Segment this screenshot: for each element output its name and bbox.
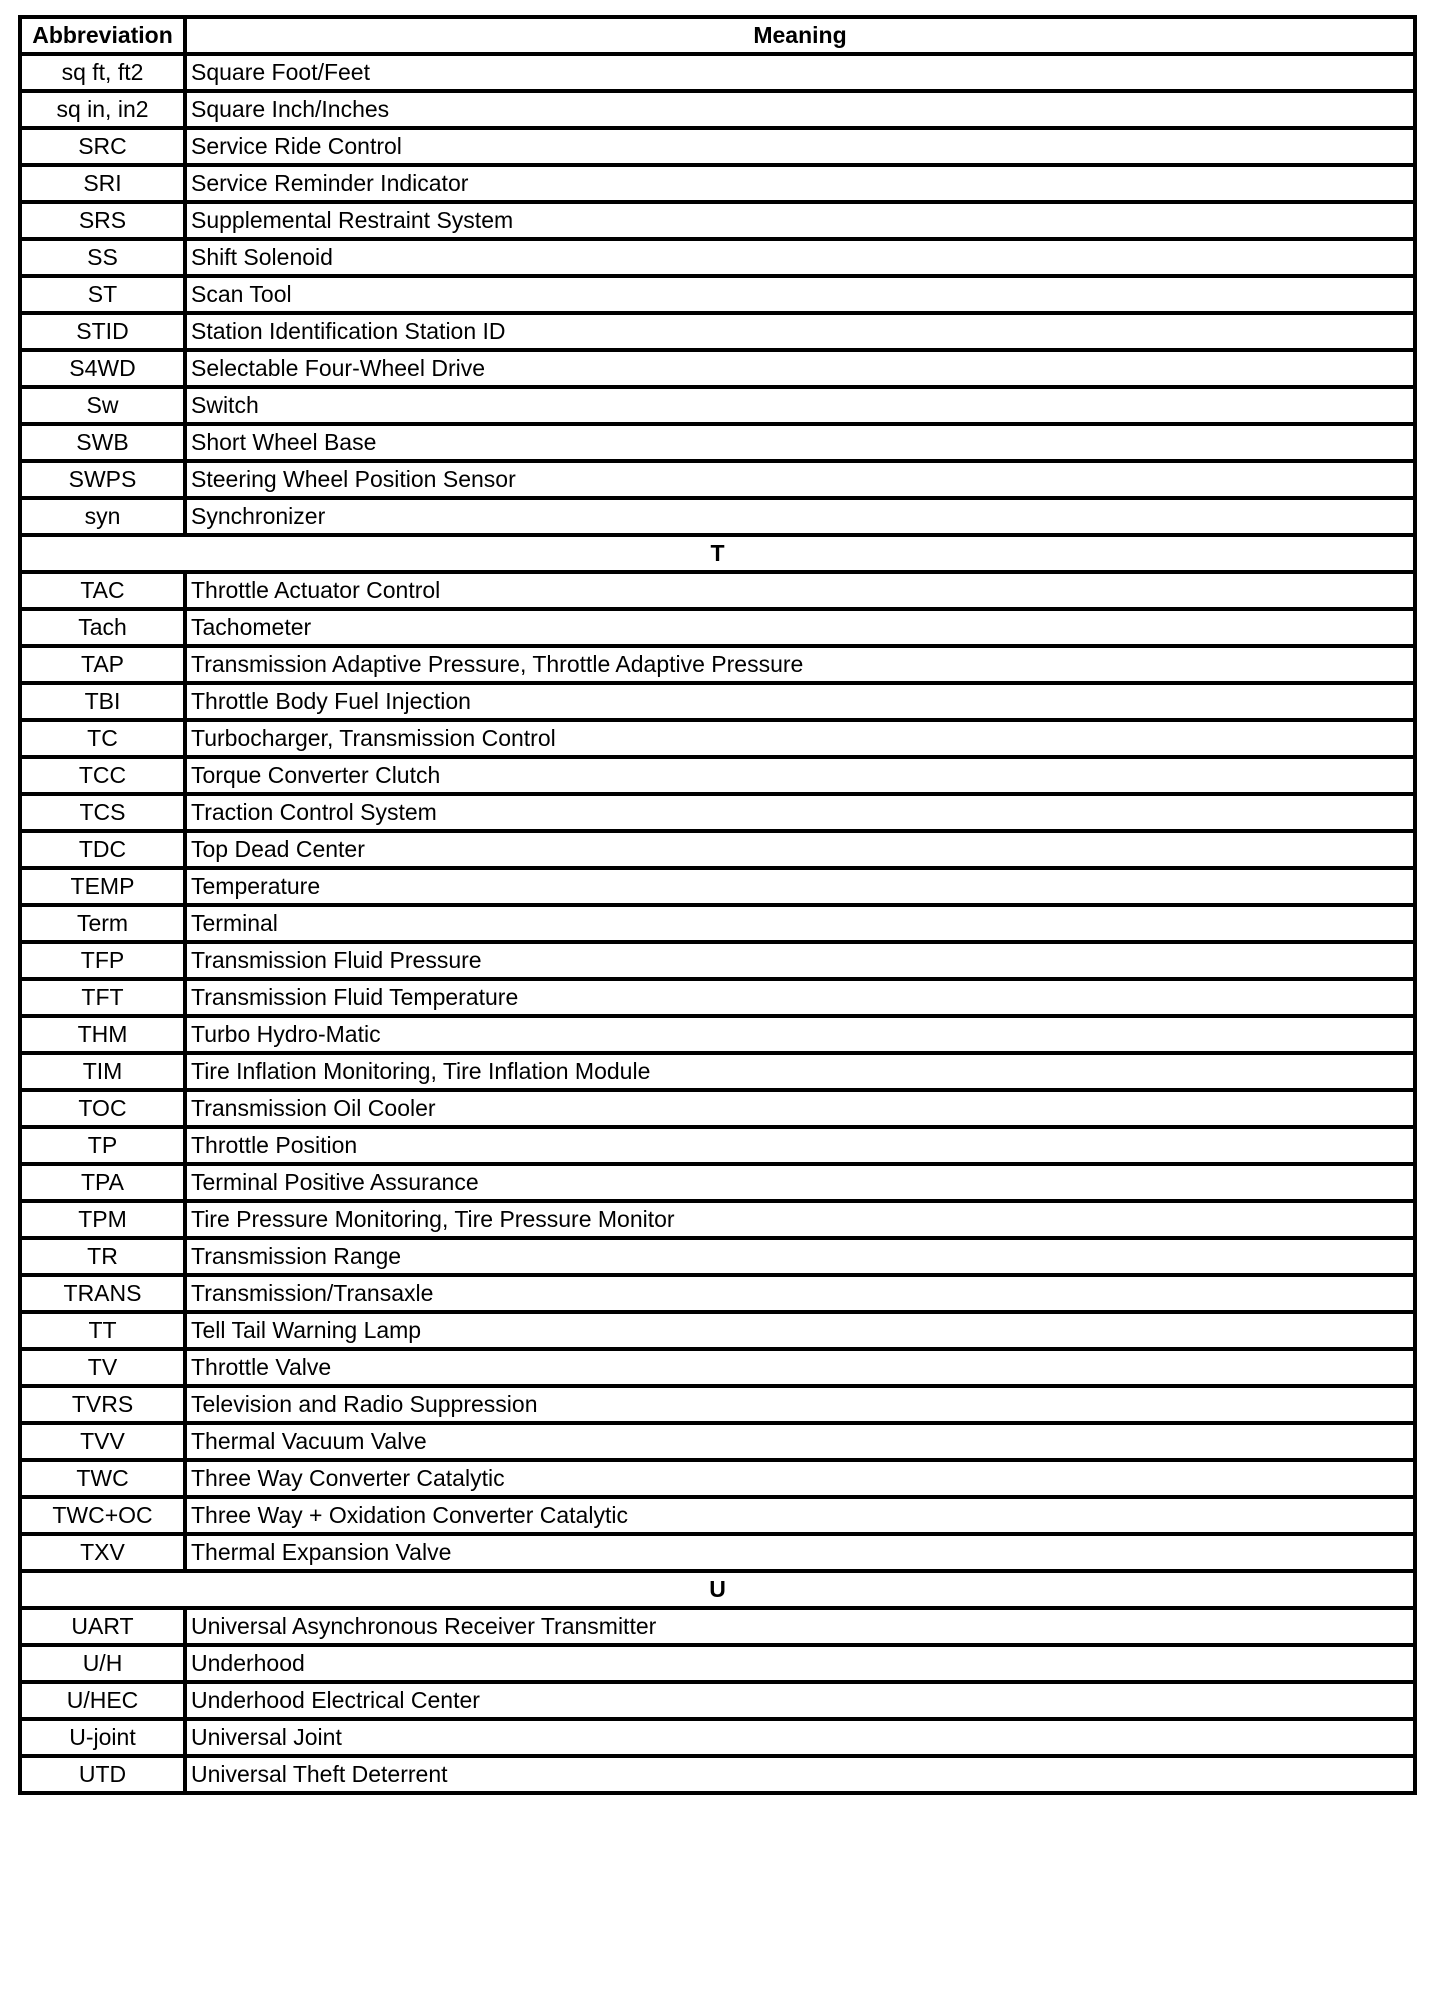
table-row (20, 202, 1415, 239)
table-row (20, 387, 1415, 424)
table-row (20, 942, 1415, 979)
meaning-cell: Throttle Actuator Control (185, 572, 1415, 609)
meaning-cell: Selectable Four-Wheel Drive (185, 350, 1415, 387)
section-row (20, 535, 1415, 572)
table-row (20, 1201, 1415, 1238)
abbreviation-cell: SRI (20, 165, 185, 202)
meaning-cell: Temperature (185, 868, 1415, 905)
table-row (20, 1016, 1415, 1053)
meaning-cell: Square Inch/Inches (185, 91, 1415, 128)
abbreviation-cell: UART (20, 1608, 185, 1645)
table-row (20, 1275, 1415, 1312)
table-row (20, 1312, 1415, 1349)
meaning-cell: Scan Tool (185, 276, 1415, 313)
abbreviation-cell: SS (20, 239, 185, 276)
table-row (20, 757, 1415, 794)
abbreviation-cell: TBI (20, 683, 185, 720)
meaning-cell: Transmission Fluid Pressure (185, 942, 1415, 979)
section-heading: U (20, 1571, 1415, 1608)
abbreviation-cell: TFP (20, 942, 185, 979)
meaning-cell: Station Identification Station ID (185, 313, 1415, 350)
abbreviation-cell: TIM (20, 1053, 185, 1090)
meaning-cell: Switch (185, 387, 1415, 424)
table-row (20, 1053, 1415, 1090)
abbreviation-cell: TAC (20, 572, 185, 609)
meaning-cell: Shift Solenoid (185, 239, 1415, 276)
abbreviation-cell: TCC (20, 757, 185, 794)
meaning-cell: Tell Tail Warning Lamp (185, 1312, 1415, 1349)
abbreviation-cell: TVV (20, 1423, 185, 1460)
meaning-cell: Tire Inflation Monitoring, Tire Inflation Module (185, 1053, 1415, 1090)
abbreviation-cell: SWPS (20, 461, 185, 498)
abbreviation-cell: TV (20, 1349, 185, 1386)
header-row (20, 17, 1415, 54)
abbreviation-table (18, 15, 1417, 1795)
meaning-cell: Thermal Expansion Valve (185, 1534, 1415, 1571)
abbreviation-cell: UTD (20, 1756, 185, 1793)
table-row (20, 1608, 1415, 1645)
meaning-cell: Transmission Adaptive Pressure, Throttle Adaptive Pressure (185, 646, 1415, 683)
table-row (20, 1164, 1415, 1201)
table-row (20, 1645, 1415, 1682)
abbreviation-table-container (18, 15, 1413, 1795)
meaning-cell: Three Way Converter Catalytic (185, 1460, 1415, 1497)
table-row (20, 1386, 1415, 1423)
table-row (20, 1127, 1415, 1164)
table-row (20, 313, 1415, 350)
abbreviation-cell: TOC (20, 1090, 185, 1127)
abbreviation-cell: TWC (20, 1460, 185, 1497)
table-row (20, 424, 1415, 461)
meaning-cell: Steering Wheel Position Sensor (185, 461, 1415, 498)
meaning-cell: Service Reminder Indicator (185, 165, 1415, 202)
table-row (20, 646, 1415, 683)
meaning-cell: Throttle Position (185, 1127, 1415, 1164)
abbreviation-cell: TRANS (20, 1275, 185, 1312)
abbreviation-cell: U/H (20, 1645, 185, 1682)
table-row (20, 1719, 1415, 1756)
table-row (20, 979, 1415, 1016)
table-row (20, 1534, 1415, 1571)
table-header (20, 17, 1415, 54)
table-row (20, 1682, 1415, 1719)
abbreviation-cell: SRC (20, 128, 185, 165)
table-row (20, 350, 1415, 387)
table-row (20, 128, 1415, 165)
meaning-cell: Transmission Oil Cooler (185, 1090, 1415, 1127)
header-abbreviation: Abbreviation (20, 17, 185, 54)
abbreviation-cell: TWC+OC (20, 1497, 185, 1534)
abbreviation-cell: ST (20, 276, 185, 313)
table-row (20, 498, 1415, 535)
header-meaning: Meaning (185, 17, 1415, 54)
abbreviation-cell: TT (20, 1312, 185, 1349)
meaning-cell: Universal Joint (185, 1719, 1415, 1756)
abbreviation-cell: TDC (20, 831, 185, 868)
table-row (20, 868, 1415, 905)
abbreviation-cell: Term (20, 905, 185, 942)
abbreviation-cell: U/HEC (20, 1682, 185, 1719)
table-row (20, 1090, 1415, 1127)
abbreviation-cell: TEMP (20, 868, 185, 905)
table-row (20, 1756, 1415, 1793)
table-row (20, 905, 1415, 942)
abbreviation-cell: sq ft, ft2 (20, 54, 185, 91)
abbreviation-cell: TPM (20, 1201, 185, 1238)
table-row (20, 54, 1415, 91)
table-row (20, 831, 1415, 868)
meaning-cell: Three Way + Oxidation Converter Catalytic (185, 1497, 1415, 1534)
meaning-cell: Throttle Valve (185, 1349, 1415, 1386)
table-row (20, 683, 1415, 720)
meaning-cell: Synchronizer (185, 498, 1415, 535)
abbreviation-cell: TXV (20, 1534, 185, 1571)
meaning-cell: Throttle Body Fuel Injection (185, 683, 1415, 720)
abbreviation-cell: S4WD (20, 350, 185, 387)
abbreviation-cell: U-joint (20, 1719, 185, 1756)
meaning-cell: Tire Pressure Monitoring, Tire Pressure Monitor (185, 1201, 1415, 1238)
meaning-cell: Traction Control System (185, 794, 1415, 831)
table-row (20, 1460, 1415, 1497)
table-row (20, 1497, 1415, 1534)
meaning-cell: Square Foot/Feet (185, 54, 1415, 91)
table-row (20, 276, 1415, 313)
table-row (20, 1238, 1415, 1275)
table-row (20, 1423, 1415, 1460)
abbreviation-cell: TC (20, 720, 185, 757)
meaning-cell: Supplemental Restraint System (185, 202, 1415, 239)
table-row (20, 239, 1415, 276)
table-row (20, 165, 1415, 202)
table-row (20, 1349, 1415, 1386)
abbreviation-cell: STID (20, 313, 185, 350)
abbreviation-cell: TFT (20, 979, 185, 1016)
meaning-cell: Tachometer (185, 609, 1415, 646)
abbreviation-cell: SWB (20, 424, 185, 461)
abbreviation-cell: TCS (20, 794, 185, 831)
table-body (20, 54, 1415, 1793)
meaning-cell: Turbo Hydro-Matic (185, 1016, 1415, 1053)
section-heading: T (20, 535, 1415, 572)
meaning-cell: Service Ride Control (185, 128, 1415, 165)
abbreviation-cell: TPA (20, 1164, 185, 1201)
table-row (20, 794, 1415, 831)
abbreviation-cell: THM (20, 1016, 185, 1053)
meaning-cell: Short Wheel Base (185, 424, 1415, 461)
meaning-cell: Underhood (185, 1645, 1415, 1682)
abbreviation-cell: SRS (20, 202, 185, 239)
table-row (20, 91, 1415, 128)
meaning-cell: Turbocharger, Transmission Control (185, 720, 1415, 757)
abbreviation-cell: Sw (20, 387, 185, 424)
meaning-cell: Universal Theft Deterrent (185, 1756, 1415, 1793)
table-row (20, 461, 1415, 498)
abbreviation-cell: TAP (20, 646, 185, 683)
meaning-cell: Thermal Vacuum Valve (185, 1423, 1415, 1460)
abbreviation-cell: TP (20, 1127, 185, 1164)
abbreviation-cell: syn (20, 498, 185, 535)
table-row (20, 720, 1415, 757)
section-row (20, 1571, 1415, 1608)
meaning-cell: Universal Asynchronous Receiver Transmitter (185, 1608, 1415, 1645)
abbreviation-cell: TVRS (20, 1386, 185, 1423)
table-row (20, 609, 1415, 646)
meaning-cell: Transmission/Transaxle (185, 1275, 1415, 1312)
meaning-cell: Terminal (185, 905, 1415, 942)
meaning-cell: Transmission Fluid Temperature (185, 979, 1415, 1016)
table-row (20, 572, 1415, 609)
meaning-cell: Top Dead Center (185, 831, 1415, 868)
meaning-cell: Underhood Electrical Center (185, 1682, 1415, 1719)
meaning-cell: Torque Converter Clutch (185, 757, 1415, 794)
abbreviation-cell: Tach (20, 609, 185, 646)
meaning-cell: Television and Radio Suppression (185, 1386, 1415, 1423)
meaning-cell: Terminal Positive Assurance (185, 1164, 1415, 1201)
abbreviation-cell: TR (20, 1238, 185, 1275)
meaning-cell: Transmission Range (185, 1238, 1415, 1275)
abbreviation-cell: sq in, in2 (20, 91, 185, 128)
